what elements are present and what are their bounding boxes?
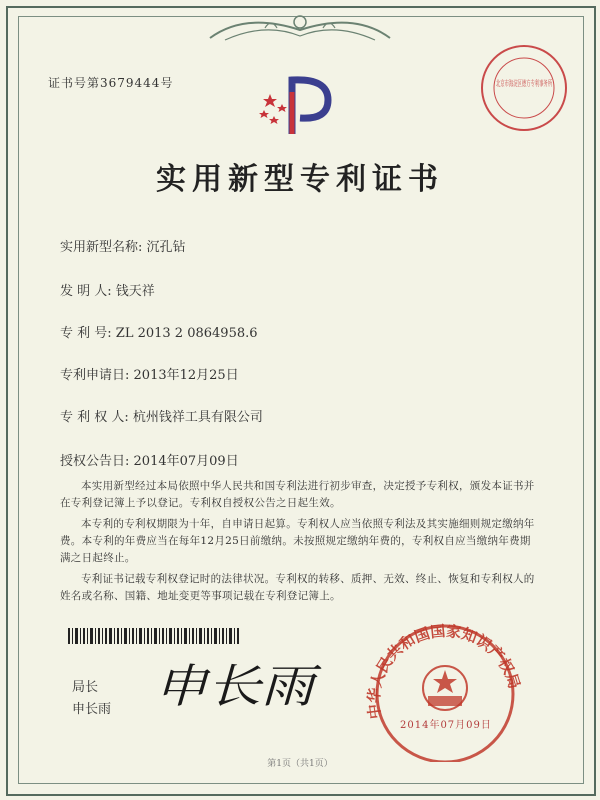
certificate-body: [60, 478, 540, 605]
field-label: 实用新型名称:: [60, 240, 143, 255]
agency-stamp-text: 北京市海淀区德方专利事务所: [496, 79, 600, 88]
field-label: 专 利 号:: [60, 326, 112, 341]
field-value: 2013年12月25日: [133, 368, 239, 383]
field-label: 专利申请日:: [60, 368, 130, 383]
page-number: 第1页（共1页）: [267, 759, 333, 769]
signature-text: 申长雨: [154, 659, 323, 713]
official-seal-icon: [360, 612, 530, 762]
body-paragraph: 本实用新型经过本局依照中华人民共和国专利法进行初步审查，决定授予专利权，颁发本证书并在专利登记簿上予以登记。专利权自授权公告之日起生效。: [60, 480, 535, 509]
certificate-title: 实用新型专利证书: [156, 162, 444, 197]
agency-stamp-icon: [478, 42, 600, 134]
certificate-number: 证书号第3679444号: [48, 76, 174, 90]
body-paragraph: 本专利的专利权期限为十年，自申请日起算。专利权人应当依照专利法及其实施细则规定缴纳年费。本专利的年费应当在每年12月25日前缴纳。未按照规定缴纳年费的，专利权自应当缴纳年费期满之日起终止。: [60, 518, 535, 564]
field-value: 杭州钱祥工具有限公司: [132, 410, 263, 425]
field-label: 发 明 人:: [60, 284, 112, 299]
seal-date: 2014年07月09日: [400, 720, 492, 731]
field-value: 沉孔钻: [146, 240, 186, 255]
field-value: 2014年07月09日: [133, 454, 239, 469]
director-title: 局长: [72, 680, 99, 695]
handwritten-signature-icon: [150, 648, 323, 718]
field-value: 钱天祥: [115, 284, 155, 299]
field-patent-number: [60, 322, 258, 341]
director-name: 申长雨: [72, 702, 112, 717]
field-application-date: [60, 364, 239, 383]
field-grant-date: [60, 450, 239, 469]
field-utility-model-name: [60, 236, 186, 255]
field-label: 专 利 权 人:: [60, 410, 129, 425]
field-label: 授权公告日:: [60, 454, 130, 469]
field-inventor: [60, 280, 155, 299]
top-ornament-icon: [205, 10, 395, 44]
body-paragraph: 专利证书记载专利权登记时的法律状况。专利权的转移、质押、无效、终止、恢复和专利权人的姓名或名称、国籍、地址变更等事项记载在专利登记簿上。: [60, 573, 535, 602]
barcode-icon: [68, 628, 240, 644]
patent-office-logo-icon: [258, 72, 338, 142]
field-value: ZL 2013 2 0864958.6: [115, 326, 258, 341]
seal-text: 中华人民共和国国家知识产权局: [364, 621, 524, 721]
field-patentee: [60, 406, 263, 425]
